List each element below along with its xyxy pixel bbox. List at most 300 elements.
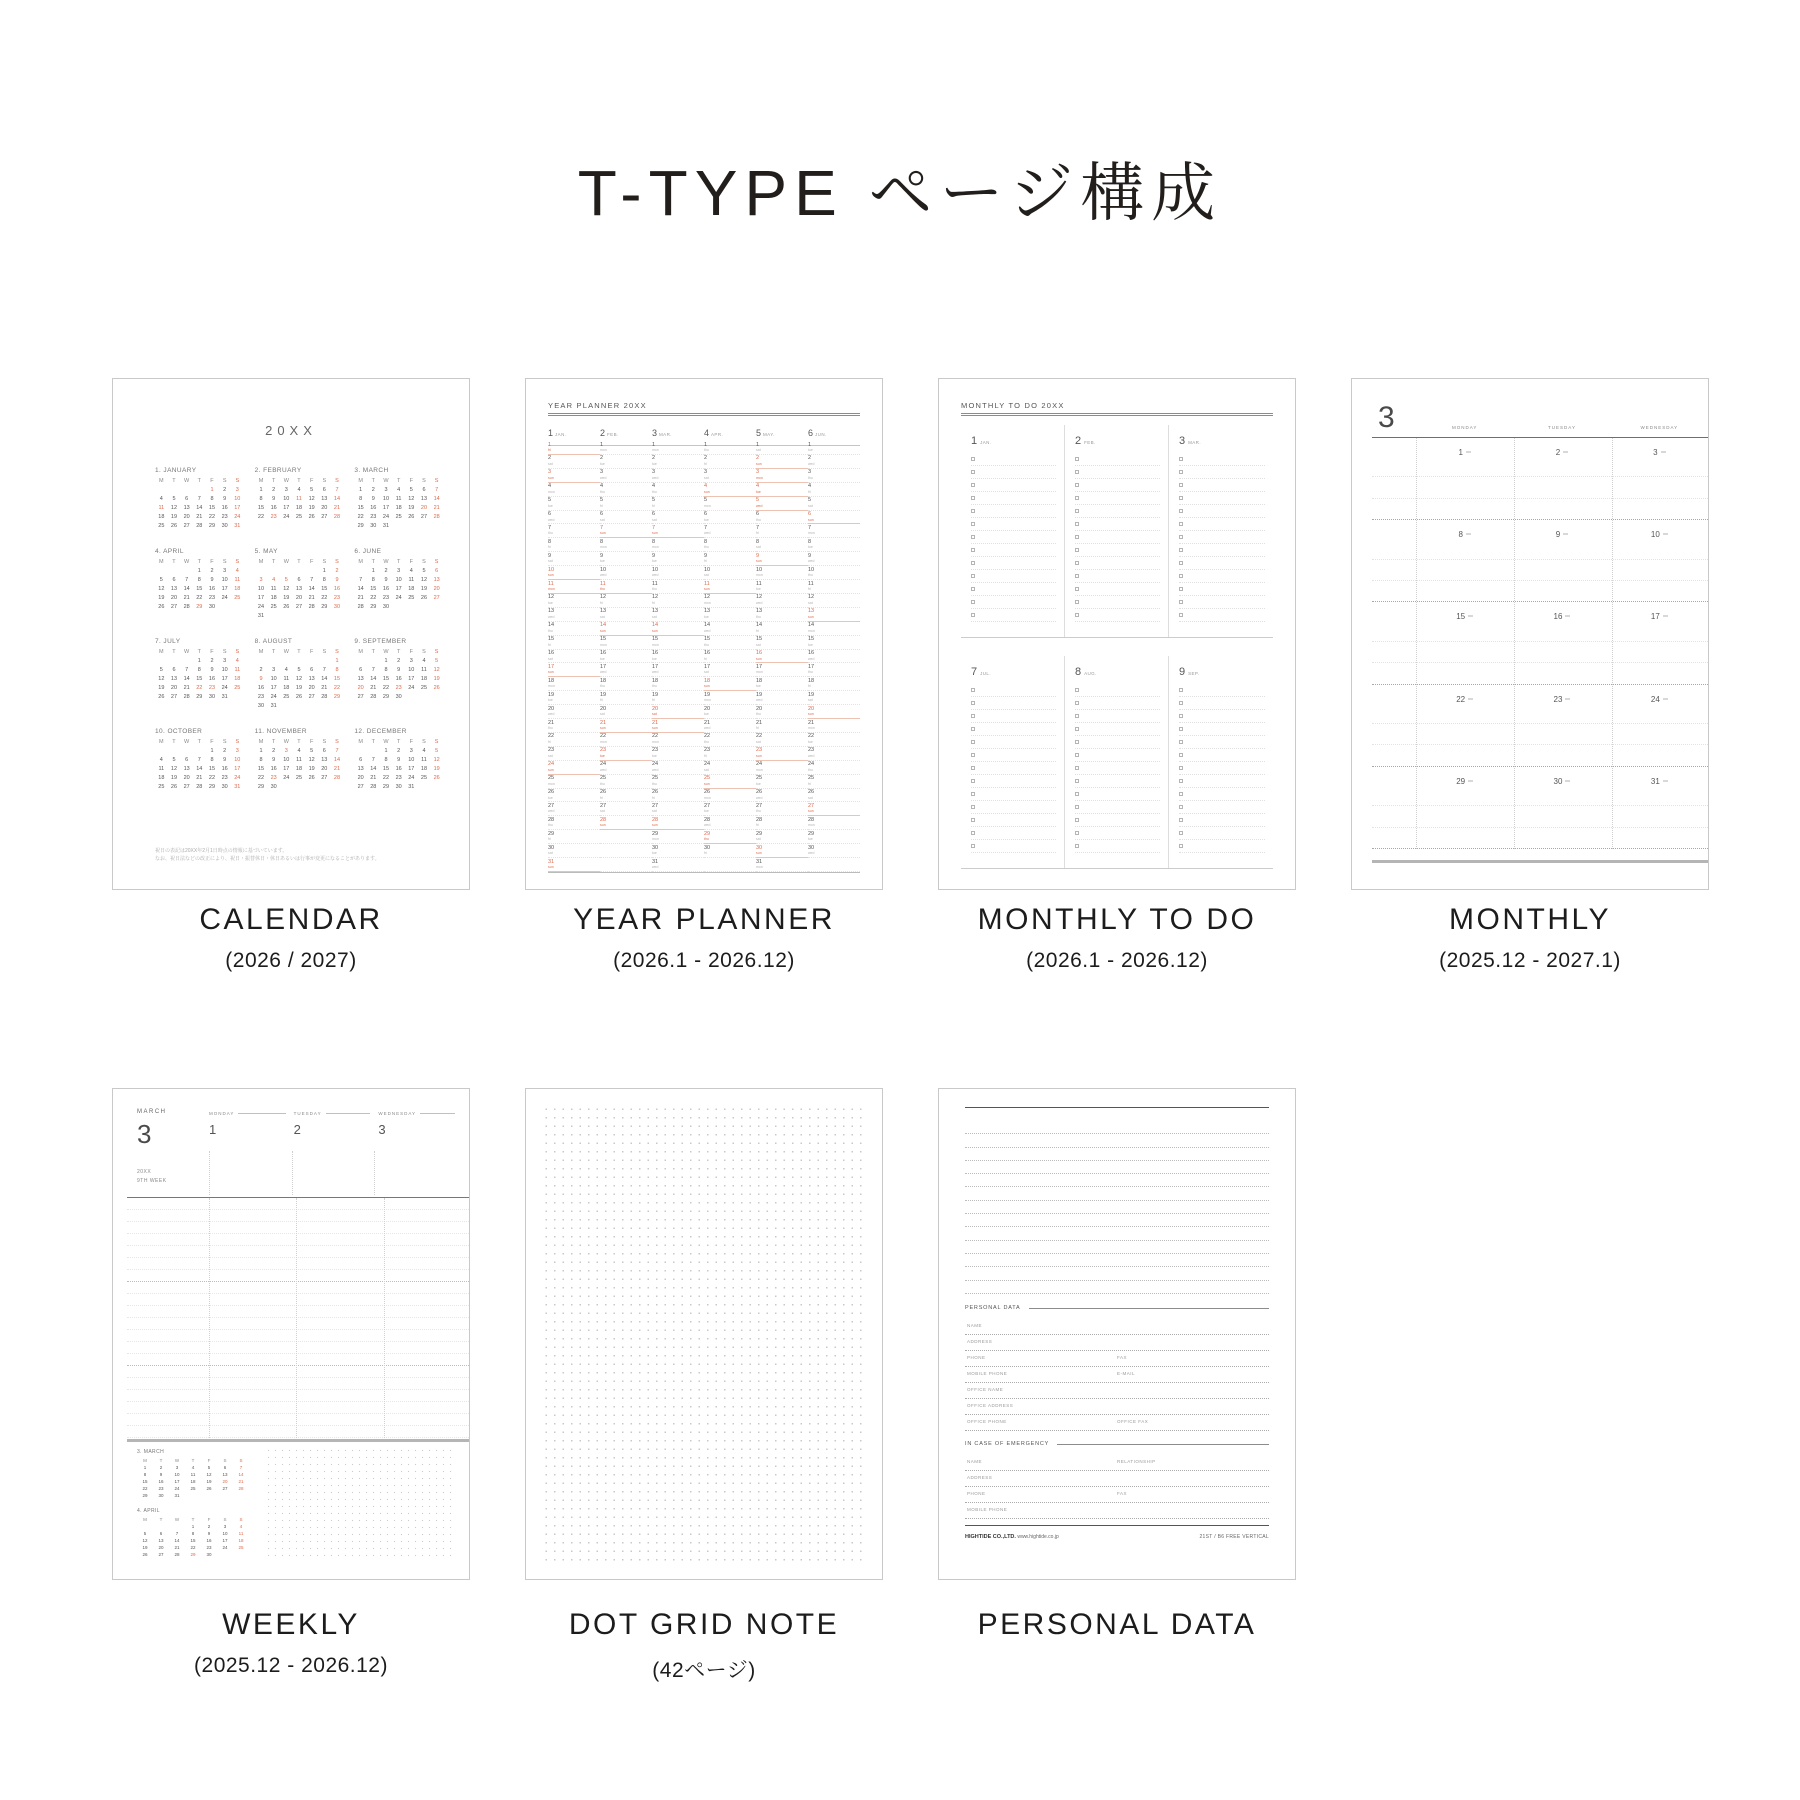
year-planner-day-cell: 2 sun bbox=[756, 455, 808, 469]
weekly-day-name: MONDAY bbox=[209, 1111, 286, 1116]
day-cell: 7 bbox=[435, 487, 439, 493]
checkbox-icon bbox=[971, 561, 975, 565]
day-cell: 21 bbox=[370, 775, 377, 781]
year-planner-day-cell: 11 thu bbox=[600, 580, 652, 594]
day-cell: 23 bbox=[382, 595, 390, 601]
day-cell: 11 bbox=[421, 757, 427, 763]
year-planner-day-cell: 14 wed bbox=[704, 622, 756, 636]
todo-row bbox=[1179, 557, 1265, 570]
day-cell: 23 bbox=[270, 514, 277, 520]
year-planner-day-cell: 5 fri bbox=[600, 497, 652, 511]
day-cell: 13 bbox=[420, 496, 428, 502]
field-label: E-MAIL bbox=[1117, 1371, 1136, 1376]
day-header-cell: T bbox=[197, 559, 201, 565]
caption-label: PERSONAL DATA bbox=[977, 1608, 1257, 1641]
year-planner-day-cell: 3 sat bbox=[704, 469, 756, 483]
day-cell: 22 bbox=[257, 514, 265, 520]
date-tag bbox=[1663, 533, 1668, 535]
day-cell: 11 bbox=[270, 586, 277, 592]
writing-line bbox=[1372, 581, 1708, 601]
day-header-cell: S bbox=[222, 649, 227, 655]
year-planner-day-cell: 21 thu bbox=[548, 719, 600, 733]
day-cell: 7 bbox=[239, 1465, 243, 1470]
day-cell: 12 bbox=[420, 577, 428, 583]
caption-calendar bbox=[112, 903, 470, 973]
day-cell bbox=[280, 567, 293, 576]
day-cell: 23 bbox=[221, 775, 228, 781]
day-header-cell: F bbox=[210, 559, 214, 565]
day-cell: 18 bbox=[295, 766, 303, 772]
day-cell: 11 bbox=[296, 757, 302, 763]
day-cell: 26 bbox=[158, 604, 165, 610]
day-header-cell: T bbox=[396, 559, 401, 565]
day-cell: 7 bbox=[322, 667, 326, 673]
todo-row bbox=[971, 505, 1056, 518]
day-cell: 17 bbox=[257, 595, 265, 601]
day-cell: 28 bbox=[174, 1552, 180, 1557]
day-cell: 12 bbox=[158, 676, 165, 682]
todo-row bbox=[1075, 557, 1160, 570]
day-cell: 8 bbox=[259, 757, 263, 763]
day-cell: 10 bbox=[234, 496, 241, 502]
year-planner-day-cell: 3 thu bbox=[808, 469, 860, 483]
day-cell: 13 bbox=[170, 586, 178, 592]
day-header-cell: M bbox=[258, 478, 264, 484]
day-header-cell: F bbox=[309, 649, 314, 655]
checkbox-icon bbox=[1179, 714, 1183, 718]
day-cell: 13 bbox=[357, 766, 364, 772]
todo-row bbox=[1179, 775, 1265, 788]
day-cell: 28 bbox=[321, 694, 328, 700]
weekly-day-number: 2 bbox=[293, 1122, 301, 1137]
day-cell: 10 bbox=[283, 757, 290, 763]
personal-data-footer bbox=[965, 1534, 1269, 1540]
monthly-todo-month bbox=[1169, 425, 1273, 637]
day-cell: 9 bbox=[259, 676, 263, 682]
day-header-cell: M bbox=[143, 1458, 147, 1463]
day-cell: 6 bbox=[185, 757, 189, 763]
day-header-cell: W bbox=[283, 739, 289, 745]
year-planner-day-cell: 1 tue bbox=[808, 441, 860, 455]
day-cell: 10 bbox=[221, 577, 228, 583]
date-tag bbox=[1466, 451, 1471, 453]
day-cell: 5 bbox=[310, 487, 314, 493]
day-header-cell: F bbox=[309, 559, 314, 565]
year-planner-day-cell: 27 tue bbox=[704, 802, 756, 816]
day-cell: 12 bbox=[433, 667, 440, 673]
day-cell bbox=[430, 693, 443, 702]
day-cell bbox=[318, 783, 331, 792]
calendar-footnote-line2: なお、祝日法などの改正により、祝日・振替休日・休日あるいは行事が変更になることがあります。 bbox=[155, 856, 380, 862]
form-field-row bbox=[965, 1335, 1269, 1351]
day-cell bbox=[233, 1492, 249, 1499]
todo-row bbox=[971, 544, 1056, 557]
day-cell: 27 bbox=[170, 604, 178, 610]
day-cell: 17 bbox=[408, 766, 415, 772]
monthly-todo-month bbox=[1169, 656, 1273, 868]
mini-month-grid bbox=[155, 558, 244, 612]
checkbox-icon bbox=[1179, 509, 1183, 513]
header-column-divider bbox=[374, 1151, 375, 1195]
day-header-cell: T bbox=[297, 559, 301, 565]
todo-row bbox=[971, 827, 1056, 840]
day-header-cell: W bbox=[184, 478, 190, 484]
day-cell: 24 bbox=[408, 685, 415, 691]
monthly-todo-sections bbox=[961, 425, 1273, 869]
day-cell: 15 bbox=[333, 676, 341, 682]
todo-row bbox=[1075, 505, 1160, 518]
day-cell: 20 bbox=[222, 1479, 228, 1484]
day-cell: 4 bbox=[191, 1465, 195, 1470]
year-planner-day-cell: 24 wed bbox=[652, 761, 704, 775]
monthly-todo-month bbox=[1065, 425, 1169, 637]
day-cell: 4 bbox=[239, 1524, 243, 1529]
mini-month bbox=[255, 728, 344, 792]
year-planner-day-cell: 16 wed bbox=[808, 650, 860, 664]
day-header-cell: W bbox=[283, 649, 289, 655]
checkbox-icon bbox=[1075, 509, 1079, 513]
year-planner-day-cell: 9 tue bbox=[652, 552, 704, 566]
day-cell bbox=[155, 747, 168, 756]
day-cell: 28 bbox=[238, 1486, 244, 1491]
year-planner-day-cell: 30 fri bbox=[704, 844, 756, 858]
day-cell: 1 bbox=[322, 568, 326, 574]
day-cell: 23 bbox=[333, 595, 341, 601]
day-cell: 15 bbox=[321, 586, 328, 592]
day-header-cell: S bbox=[434, 649, 439, 655]
day-cell: 5 bbox=[310, 748, 314, 754]
day-cell: 12 bbox=[170, 766, 178, 772]
day-cell: 17 bbox=[270, 685, 277, 691]
year-planner-day-cell: 31 sun bbox=[548, 858, 600, 872]
field-label: FAX bbox=[1117, 1491, 1128, 1496]
monthly-date: 1 bbox=[1416, 442, 1513, 460]
day-cell: 30 bbox=[158, 1493, 164, 1498]
field-label: OFFICE FAX bbox=[1117, 1419, 1149, 1424]
day-cell: 30 bbox=[221, 784, 228, 790]
day-cell bbox=[155, 657, 168, 666]
day-cell: 3 bbox=[175, 1465, 179, 1470]
day-cell bbox=[305, 702, 318, 711]
mini-month-title: 7. JULY bbox=[155, 638, 181, 645]
todo-row bbox=[1075, 453, 1160, 466]
day-cell bbox=[233, 1551, 249, 1558]
year-planner-day-cell: 6 tue bbox=[704, 511, 756, 525]
ruled-line bbox=[965, 1214, 1269, 1227]
year-planner-day-cell bbox=[600, 844, 652, 858]
day-cell: 1 bbox=[359, 487, 363, 493]
caption-personal-data bbox=[938, 1608, 1296, 1684]
monthly-month-number: 3 bbox=[1378, 401, 1395, 434]
ruled-line bbox=[965, 1187, 1269, 1200]
mini-month-title: 9. SEPTEMBER bbox=[354, 638, 407, 645]
calendar-months-grid bbox=[155, 467, 443, 792]
day-cell: 12 bbox=[206, 1472, 212, 1477]
day-cell bbox=[354, 657, 367, 666]
day-cell bbox=[168, 657, 181, 666]
todo-row bbox=[1075, 684, 1160, 697]
thumbnail-row-1 bbox=[112, 378, 1709, 890]
year-planner-day-cell: 23 wed bbox=[808, 747, 860, 761]
day-cell: 23 bbox=[208, 685, 216, 691]
day-cell: 13 bbox=[321, 757, 328, 763]
todo-row bbox=[1075, 531, 1160, 544]
todo-row bbox=[1179, 684, 1265, 697]
todo-row bbox=[1075, 840, 1160, 853]
day-cell: 13 bbox=[308, 676, 315, 682]
ruled-line bbox=[965, 1148, 1269, 1161]
year-planner-title: YEAR PLANNER 20XX bbox=[548, 401, 647, 410]
monthly-dates-row bbox=[1372, 771, 1708, 785]
year-planner-day-cell: 29 thu bbox=[704, 830, 756, 844]
day-cell: 15 bbox=[196, 586, 203, 592]
day-cell: 6 bbox=[185, 496, 189, 502]
day-header-cell: S bbox=[322, 739, 327, 745]
checkbox-icon bbox=[1075, 844, 1079, 848]
todo-row bbox=[1179, 814, 1265, 827]
day-cell: 23 bbox=[395, 775, 402, 781]
header-column-divider bbox=[209, 1151, 210, 1195]
day-cell: 23 bbox=[208, 595, 216, 601]
day-cell bbox=[293, 612, 306, 621]
todo-row bbox=[971, 736, 1056, 749]
year-planner-day-cell: 11 fri bbox=[808, 580, 860, 594]
day-cell: 30 bbox=[208, 694, 216, 700]
checkbox-icon bbox=[971, 574, 975, 578]
date-tag bbox=[1663, 780, 1668, 782]
year-planner-day-cell: 5 wed bbox=[756, 497, 808, 511]
day-header-cell: M bbox=[159, 478, 164, 484]
field-label: PHONE bbox=[967, 1491, 986, 1496]
monthly-todo-month-header: 3 MAR. bbox=[1179, 435, 1201, 447]
day-cell: 6 bbox=[159, 1531, 163, 1536]
writing-line bbox=[127, 1270, 469, 1282]
year-planner-day-cell: 11 tue bbox=[756, 580, 808, 594]
weekly-day-headers bbox=[209, 1111, 455, 1137]
writing-line bbox=[127, 1222, 469, 1234]
day-cell: 16 bbox=[257, 685, 265, 691]
day-cell: 2 bbox=[159, 1465, 163, 1470]
day-cell: 27 bbox=[420, 514, 428, 520]
day-header-cell: S bbox=[235, 478, 240, 484]
weekly-day-name: WEDNESDAY bbox=[378, 1111, 455, 1116]
writing-line bbox=[1372, 560, 1708, 581]
day-header-cell: S bbox=[335, 559, 339, 565]
day-cell: 10 bbox=[283, 496, 290, 502]
mini-month-title: 4. APRIL bbox=[155, 548, 184, 555]
day-header-cell: S bbox=[422, 559, 426, 565]
day-header-cell: F bbox=[207, 1458, 211, 1463]
day-cell: 20 bbox=[321, 766, 328, 772]
year-planner-day-cell: 14 thu bbox=[548, 622, 600, 636]
day-cell: 2 bbox=[223, 487, 227, 493]
day-cell: 27 bbox=[183, 784, 190, 790]
day-cell: 31 bbox=[257, 613, 265, 619]
year-planner-day-cell: 11 sun bbox=[704, 580, 756, 594]
day-cell: 23 bbox=[221, 514, 228, 520]
monthly-day-headers bbox=[1416, 425, 1708, 430]
day-cell: 26 bbox=[420, 595, 428, 601]
day-cell: 29 bbox=[321, 604, 328, 610]
caption-label: CALENDAR bbox=[199, 903, 383, 936]
day-cell: 31 bbox=[234, 523, 241, 529]
monthly-week-row bbox=[1372, 438, 1708, 520]
day-cell: 30 bbox=[333, 604, 341, 610]
mini-month-grid bbox=[155, 648, 244, 702]
year-planner-day-cell: 21 sun bbox=[600, 719, 652, 733]
caption-label: DOT GRID NOTE bbox=[568, 1608, 840, 1641]
year-planner-day-cell: 23 sun bbox=[756, 747, 808, 761]
monthly-todo-month-header: 1 JAN. bbox=[971, 435, 992, 447]
day-cell: 16 bbox=[221, 505, 228, 511]
day-cell: 20 bbox=[158, 1545, 164, 1550]
year-planner-day-cell: 3 mon bbox=[756, 469, 808, 483]
checkbox-icon bbox=[971, 792, 975, 796]
day-cell: 15 bbox=[357, 505, 364, 511]
thumbnail-personal-data-page bbox=[938, 1088, 1296, 1580]
day-header-cell: M bbox=[143, 1517, 147, 1522]
todo-row bbox=[1179, 788, 1265, 801]
day-cell: 30 bbox=[206, 1552, 212, 1557]
day-cell: 27 bbox=[321, 514, 328, 520]
day-header-cell: S bbox=[322, 478, 327, 484]
form-field-row bbox=[965, 1351, 1269, 1367]
day-cell: 22 bbox=[208, 775, 216, 781]
day-cell: 21 bbox=[321, 685, 328, 691]
field-label: RELATIONSHIP bbox=[1117, 1459, 1156, 1464]
day-cell: 3 bbox=[397, 568, 401, 574]
writing-line bbox=[127, 1198, 469, 1210]
day-cell: 30 bbox=[257, 703, 265, 709]
day-header-cell: S bbox=[434, 478, 439, 484]
year-planner-day-cell: 17 sun bbox=[548, 663, 600, 677]
day-header-cell: T bbox=[297, 478, 301, 484]
field-label: MOBILE PHONE bbox=[967, 1507, 1008, 1512]
day-cell: 21 bbox=[196, 514, 203, 520]
day-cell: 30 bbox=[382, 604, 390, 610]
day-cell: 25 bbox=[283, 694, 290, 700]
checkbox-icon bbox=[1179, 600, 1183, 604]
day-cell: 9 bbox=[397, 757, 401, 763]
monthly-week-row bbox=[1372, 767, 1708, 849]
day-cell: 15 bbox=[208, 505, 216, 511]
year-planner-day-cell: 4 sun bbox=[704, 483, 756, 497]
day-cell: 31 bbox=[382, 523, 390, 529]
day-cell: 25 bbox=[158, 784, 165, 790]
checkbox-icon bbox=[1179, 496, 1183, 500]
todo-row bbox=[971, 479, 1056, 492]
year-planner-day-cell: 15 mon bbox=[652, 636, 704, 650]
year-planner-day-cell: 26 fri bbox=[652, 789, 704, 803]
year-planner-day-cell: 5 mon bbox=[704, 497, 756, 511]
monthly-day-header: TUESDAY bbox=[1548, 425, 1576, 430]
day-cell: 22 bbox=[142, 1486, 148, 1491]
day-cell bbox=[418, 522, 431, 531]
year-planner-day-cell: 24 wed bbox=[600, 761, 652, 775]
year-planner-day-cell: 21 fri bbox=[756, 719, 808, 733]
day-cell bbox=[280, 783, 293, 792]
year-planner-day-cell bbox=[808, 858, 860, 872]
caption-sub: (2025.12 - 2027.1) bbox=[1439, 949, 1621, 972]
day-cell: 26 bbox=[308, 775, 315, 781]
day-cell bbox=[218, 603, 231, 612]
todo-row bbox=[971, 762, 1056, 775]
year-planner-day-cell: 29 sat bbox=[756, 830, 808, 844]
year-planner-day-cell: 15 mon bbox=[600, 636, 652, 650]
day-cell: 3 bbox=[284, 748, 288, 754]
day-header-cell: F bbox=[409, 478, 413, 484]
thumbnail-weekly-page bbox=[112, 1088, 470, 1580]
day-cell bbox=[180, 486, 193, 495]
day-cell: 21 bbox=[183, 595, 190, 601]
mini-month bbox=[137, 1449, 249, 1499]
day-cell: 29 bbox=[370, 604, 377, 610]
day-cell: 6 bbox=[422, 487, 426, 493]
day-header-cell: M bbox=[159, 649, 164, 655]
day-cell: 16 bbox=[158, 1479, 164, 1484]
day-cell: 3 bbox=[223, 658, 227, 664]
year-planner-day-cell: 18 sun bbox=[704, 677, 756, 691]
publisher-name: HIGHTIDE CO.,LTD. bbox=[965, 1534, 1016, 1540]
year-planner-day-cell: 7 thu bbox=[548, 524, 600, 538]
todo-row bbox=[971, 814, 1056, 827]
day-header-cell: W bbox=[184, 559, 190, 565]
day-cell: 7 bbox=[335, 748, 339, 754]
day-cell: 14 bbox=[196, 766, 203, 772]
mini-month-title: 11. NOVEMBER bbox=[254, 728, 308, 735]
todo-row bbox=[971, 749, 1056, 762]
day-cell: 10 bbox=[395, 577, 402, 583]
mini-month bbox=[354, 548, 443, 621]
day-cell bbox=[201, 1492, 217, 1499]
day-cell bbox=[430, 603, 443, 612]
todo-row bbox=[1179, 518, 1265, 531]
day-cell: 5 bbox=[422, 568, 426, 574]
day-cell: 9 bbox=[272, 496, 276, 502]
day-cell: 10 bbox=[270, 676, 277, 682]
form-field-row bbox=[965, 1415, 1269, 1431]
year-planner-day-cell: 28 sun bbox=[600, 816, 652, 830]
checkbox-icon bbox=[971, 535, 975, 539]
checkbox-icon bbox=[1179, 818, 1183, 822]
monthly-date: 31 bbox=[1611, 771, 1708, 789]
year-planner-day-cell: 17 wed bbox=[600, 663, 652, 677]
day-cell: 20 bbox=[308, 685, 315, 691]
day-cell: 18 bbox=[420, 766, 428, 772]
checkbox-icon bbox=[1179, 805, 1183, 809]
weekly-week-label: 9TH WEEK bbox=[137, 1178, 167, 1184]
monthly-weeks-grid bbox=[1372, 438, 1708, 849]
day-cell bbox=[217, 1551, 233, 1558]
day-cell: 9 bbox=[207, 1531, 211, 1536]
day-cell: 21 bbox=[183, 685, 190, 691]
year-planner-day-cell: 26 tue bbox=[548, 789, 600, 803]
weekly-day-number: 3 bbox=[378, 1122, 386, 1137]
todo-row bbox=[971, 570, 1056, 583]
writing-line bbox=[1372, 499, 1708, 519]
mini-month-title: 2. FEBRUARY bbox=[254, 467, 302, 474]
day-cell: 2 bbox=[210, 658, 214, 664]
day-cell: 5 bbox=[435, 748, 439, 754]
day-cell: 18 bbox=[420, 676, 428, 682]
day-cell: 12 bbox=[158, 586, 165, 592]
column-divider bbox=[209, 1198, 210, 1438]
ruled-line bbox=[965, 1134, 1269, 1147]
day-cell: 1 bbox=[197, 658, 201, 664]
day-cell bbox=[331, 612, 344, 621]
day-cell: 24 bbox=[221, 595, 228, 601]
checkbox-icon bbox=[971, 714, 975, 718]
